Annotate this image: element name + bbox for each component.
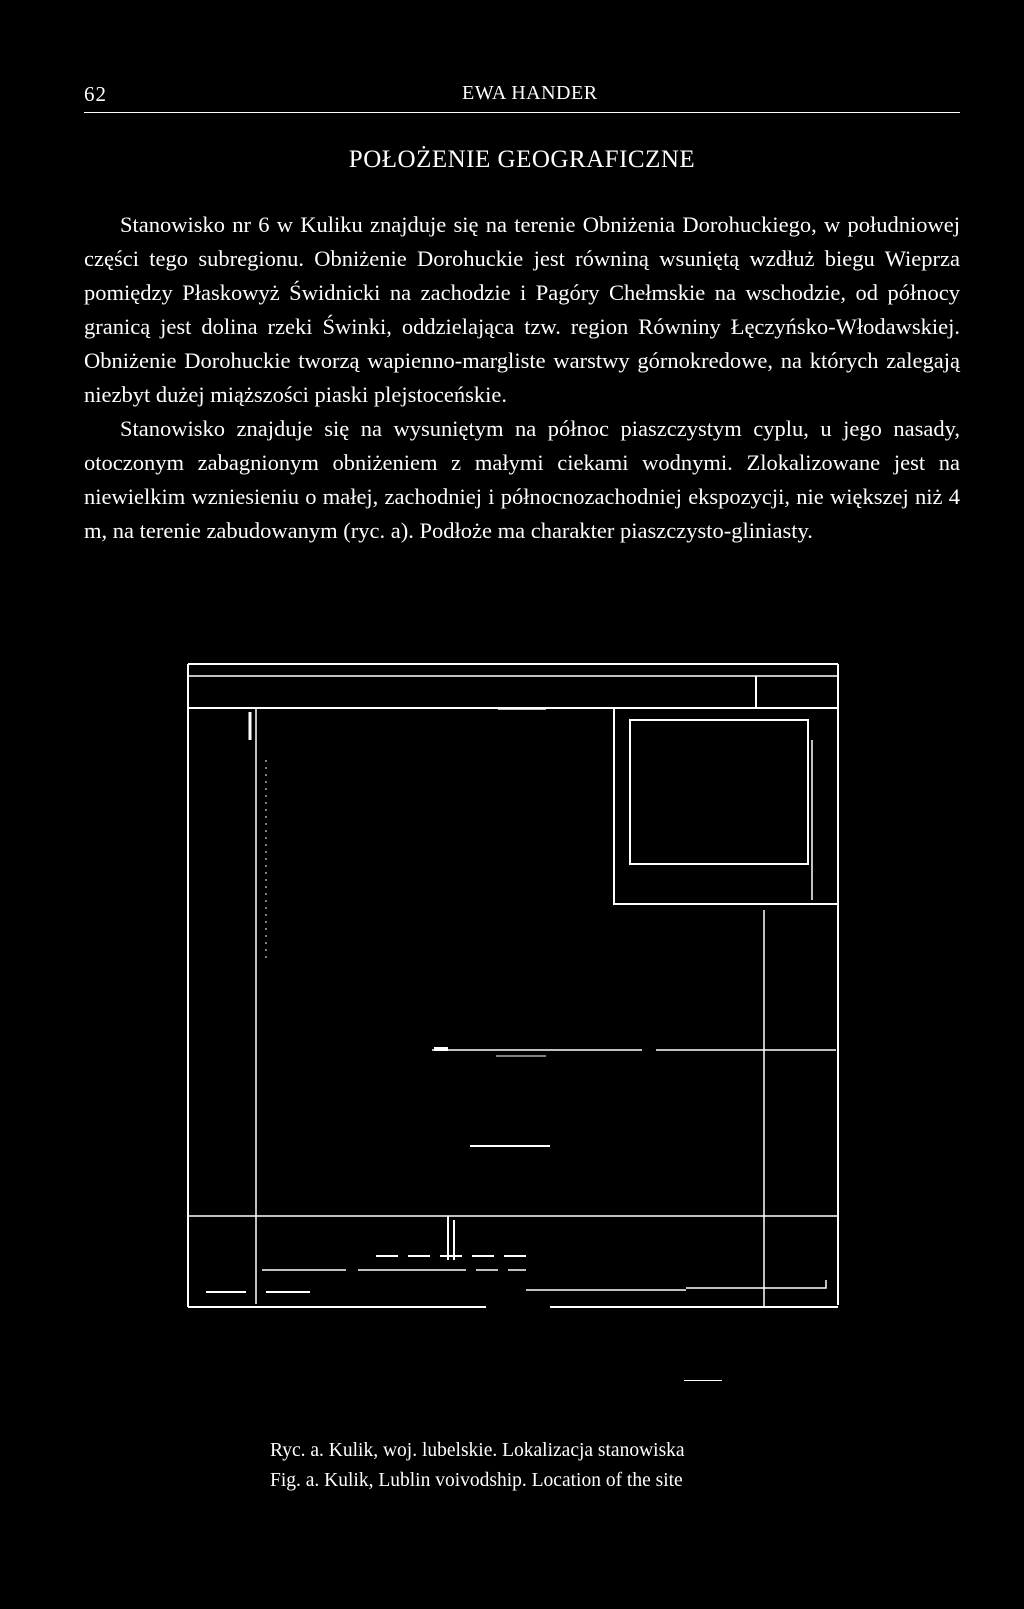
caption-english: Fig. a. Kulik, Lublin voivodship. Location of the site [270,1470,683,1491]
section-title: POŁOŻENIE GEOGRAFICZNE [348,146,696,173]
map-top-strip [188,676,756,708]
body-text [84,208,960,548]
paragraph-2: Stanowisko znajduje się na wysuniętym na północ piaszczystym cyplu, u jego nasady, otoczonym zabagnionym obniżeniem z małymi ciekami wodnymi. Zlokalizowane jest na niewielkim wzniesieniu o małej, zachodniej i północnozachodniej ekspozycji, nie większej niż 4 m, na terenie zabudowanym (ryc. a). Podłoże ma charakter piaszczysto-gliniasty. [84,416,960,543]
map-lower-right-road [526,1280,826,1290]
caption-polish: Ryc. a. Kulik, woj. lubelskie. Lokalizacja stanowiska [270,1440,685,1461]
page-number: 62 [84,82,107,106]
paragraph-1: Stanowisko nr 6 w Kuliku znajduje się na terenie Obniżenia Dorohuckiego, w południowej części tego subregionu. Obniżenie Dorohuckie jest równiną wsuniętą wzdłuż biegu Wieprza pomiędzy Płaskowyż Świdnicki na zachodzie i Pagóry Chełmskie na wschodzie, od północy granicą jest dolina rzeki Świnki, oddzielająca tzw. region Równiny Łęczyńsko-Włodawskiej. Obniżenie Dorohuckie tworzą wapienno-margliste warstwy górnokredowe, na których zalegają niezbyt dużej miąższości piaski plejstoceńskie. [84,212,960,407]
running-head: EWA HANDER [462,82,598,104]
map-lower-post [448,1216,454,1260]
caption-rule [684,1380,722,1381]
page-header [84,82,960,113]
map-building-inner [630,720,808,864]
map-building-outer [614,708,838,904]
figure-caption [270,1436,970,1496]
site-location-map [186,660,852,1320]
